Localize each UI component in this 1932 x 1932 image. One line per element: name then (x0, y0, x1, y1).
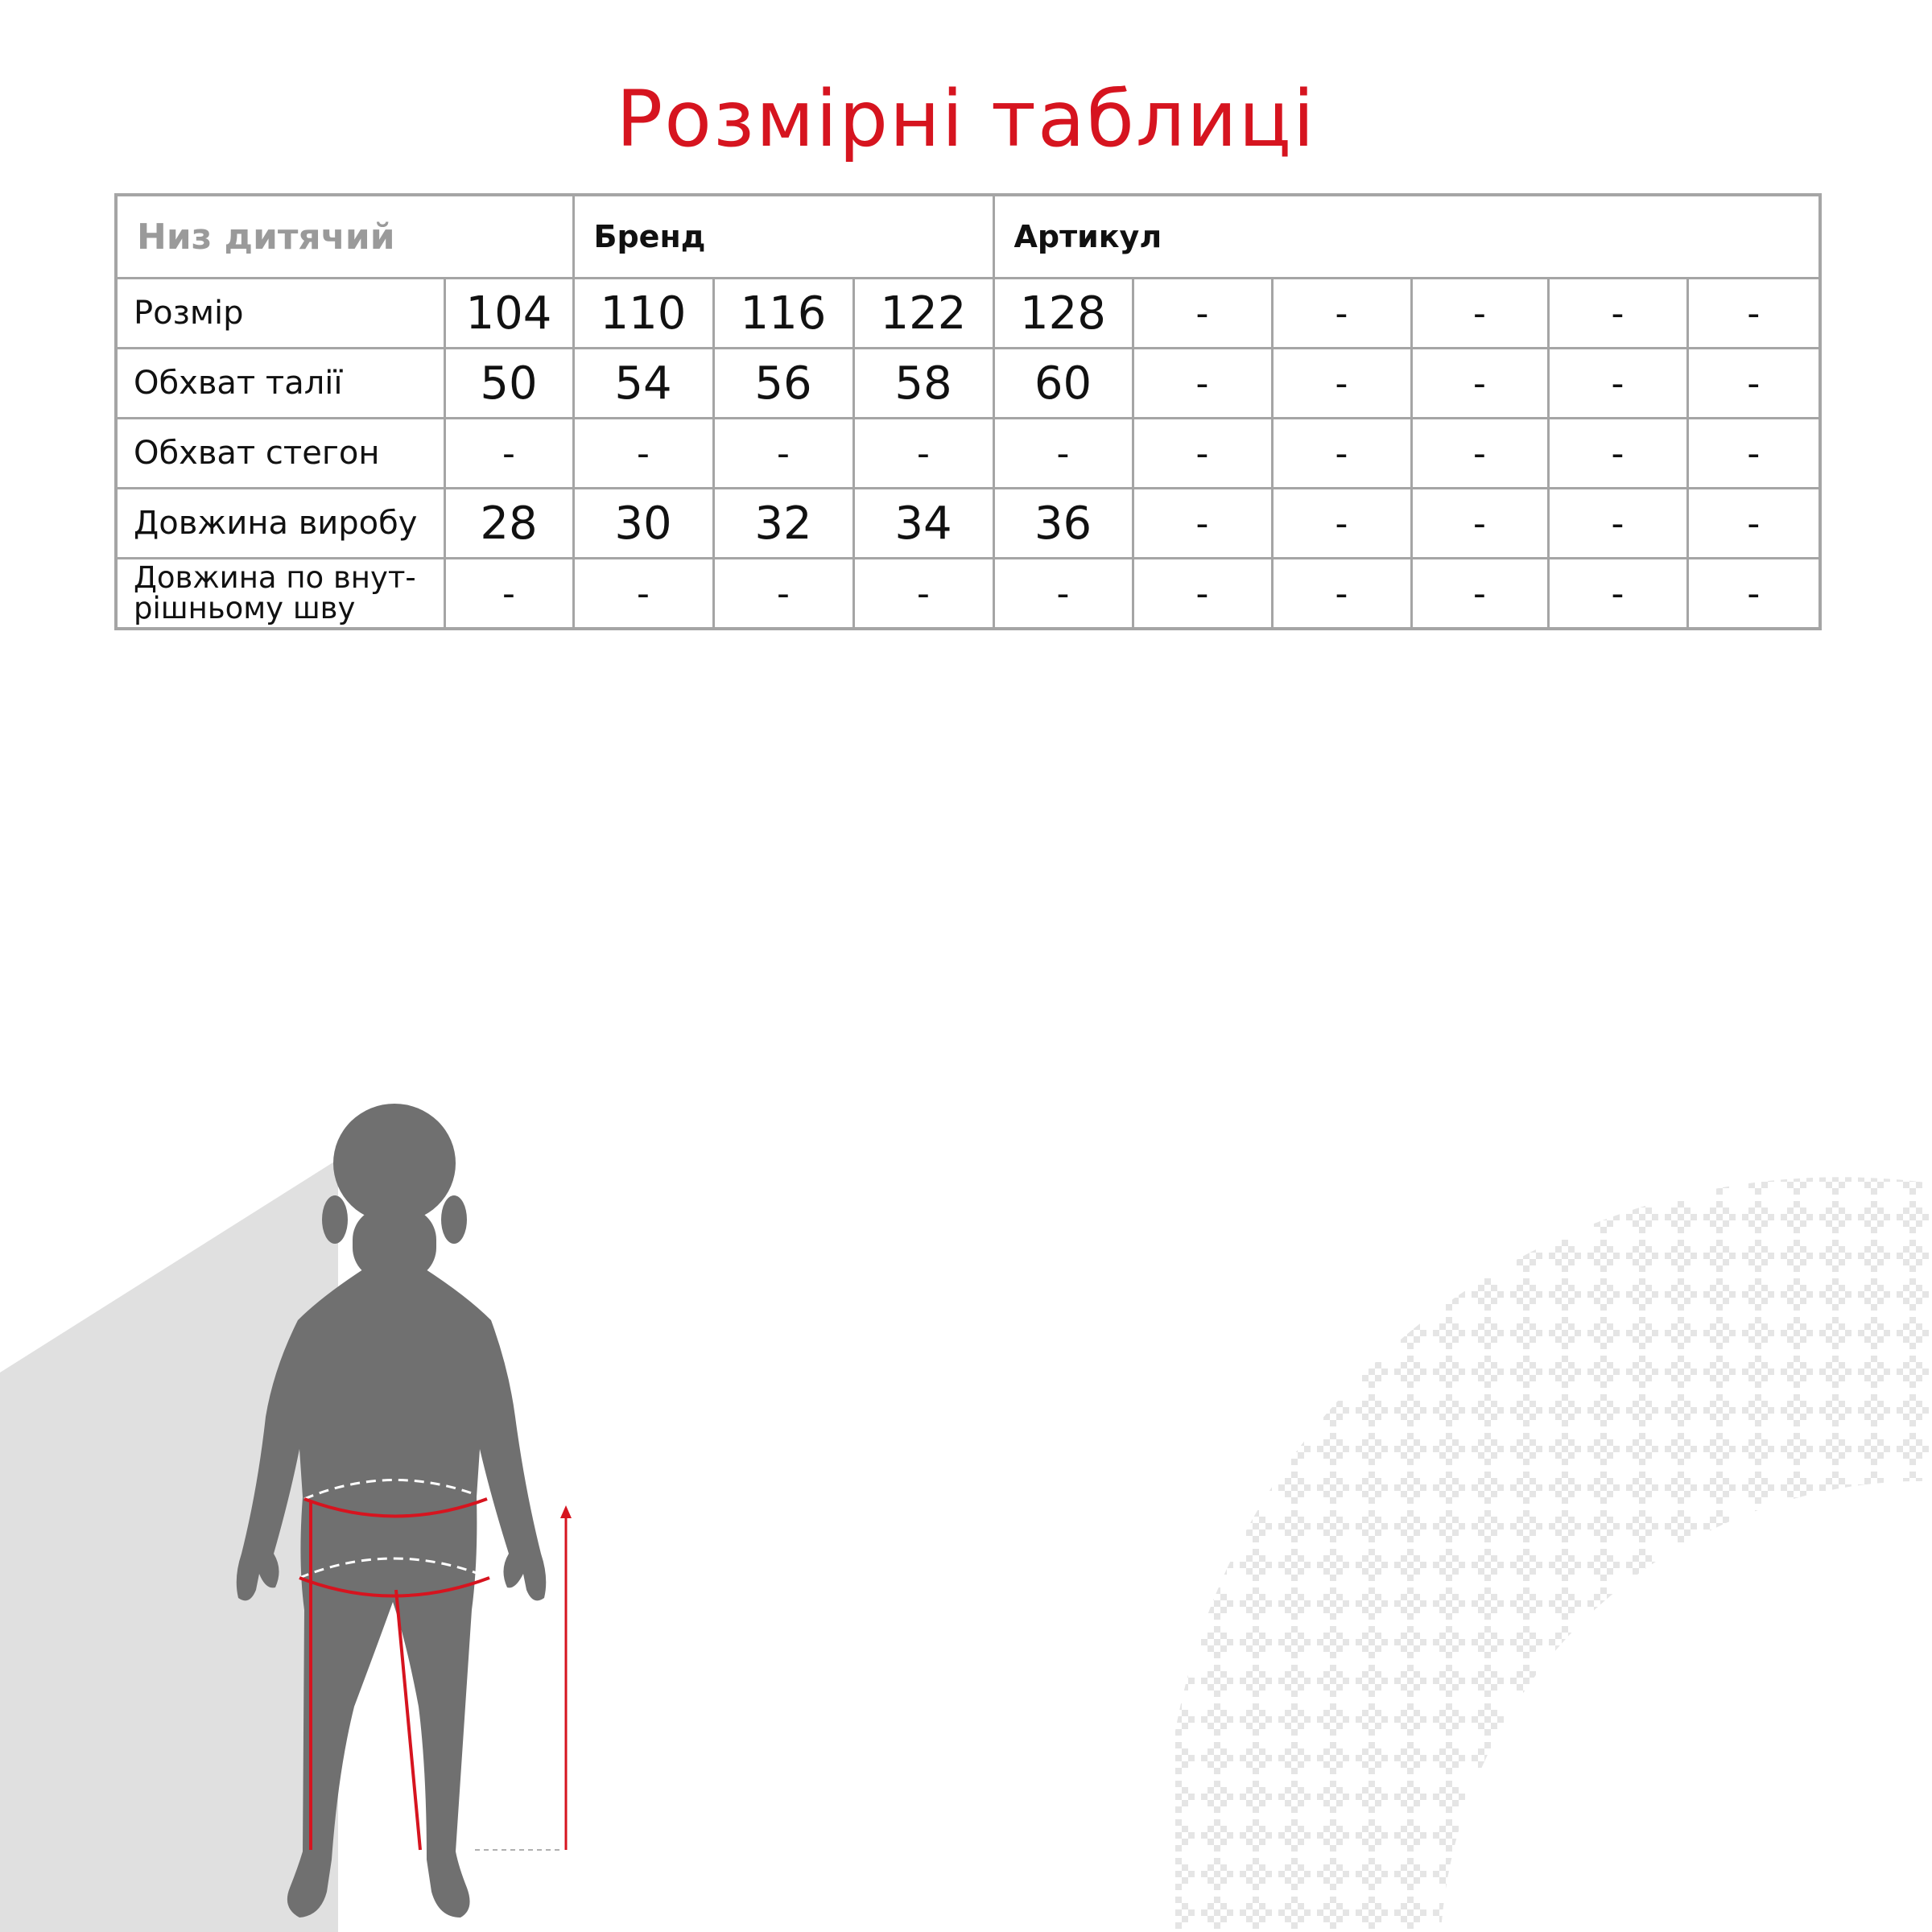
row-label: Обхват талії (116, 349, 444, 419)
table-cell: - (573, 559, 713, 630)
table-cell: - (853, 559, 993, 630)
table-cell: - (853, 419, 993, 489)
table-cell: 110 (573, 279, 713, 349)
row-label: Обхват стегон (116, 419, 444, 489)
table-cell: - (1411, 419, 1548, 489)
table-row (116, 419, 1820, 489)
table-cell: - (1687, 559, 1820, 630)
table-row (116, 489, 1820, 559)
ornament-background (1175, 1177, 1932, 1932)
table-cell: - (444, 559, 573, 630)
table-cell: - (444, 419, 573, 489)
table-cell: 128 (993, 279, 1133, 349)
table-cell: - (1272, 489, 1411, 559)
measurement-illustration (0, 1046, 1932, 1932)
page-title: Розмірні таблиці (616, 74, 1316, 164)
table-cell: - (713, 559, 853, 630)
table-cell: - (1272, 279, 1411, 349)
brand-label: Бренд (573, 195, 993, 279)
table-cell: - (1133, 279, 1272, 349)
table-cell: 54 (573, 349, 713, 419)
table-cell: 122 (853, 279, 993, 349)
table-cell: - (1272, 419, 1411, 489)
size-table (114, 193, 1822, 630)
table-cell: - (1687, 419, 1820, 489)
table-cell: - (1133, 489, 1272, 559)
table-cell: - (1548, 279, 1687, 349)
table-cell: 50 (444, 349, 573, 419)
table-cell: - (993, 419, 1133, 489)
table-cell: - (1133, 419, 1272, 489)
row-label: Розмір (116, 279, 444, 349)
table-cell: - (1548, 349, 1687, 419)
table-cell: - (1687, 279, 1820, 349)
article-label: Артикул (993, 195, 1820, 279)
table-cell: 32 (713, 489, 853, 559)
table-cell: - (993, 559, 1133, 630)
shadow-shape (0, 1159, 338, 1932)
table-cell: 34 (853, 489, 993, 559)
table-cell: 36 (993, 489, 1133, 559)
table-header-row (116, 195, 1820, 279)
table-cell: - (1411, 559, 1548, 630)
table-row (116, 559, 1820, 630)
table-cell: - (573, 419, 713, 489)
category-label: Низ дитячий (116, 195, 573, 279)
table-cell: 60 (993, 349, 1133, 419)
table-cell: - (1133, 559, 1272, 630)
table-cell: - (1548, 559, 1687, 630)
table-cell: 28 (444, 489, 573, 559)
table-row (116, 349, 1820, 419)
table-cell: - (1687, 349, 1820, 419)
table-cell: - (1133, 349, 1272, 419)
table-cell: - (1272, 349, 1411, 419)
table-cell: 116 (713, 279, 853, 349)
table-cell: - (713, 419, 853, 489)
table-cell: - (1411, 489, 1548, 559)
table-row (116, 279, 1820, 349)
table-cell: 56 (713, 349, 853, 419)
table-cell: - (1411, 279, 1548, 349)
table-cell: - (1272, 559, 1411, 630)
table-cell: - (1548, 419, 1687, 489)
table-cell: 30 (573, 489, 713, 559)
row-label: Довжина виробу (116, 489, 444, 559)
arrow-up-icon (560, 1505, 572, 1518)
row-label: Довжина по внут-рішньому шву (116, 559, 444, 630)
table-cell: - (1548, 489, 1687, 559)
table-cell: 104 (444, 279, 573, 349)
table-cell: - (1411, 349, 1548, 419)
table-cell: 58 (853, 349, 993, 419)
table-cell: - (1687, 489, 1820, 559)
